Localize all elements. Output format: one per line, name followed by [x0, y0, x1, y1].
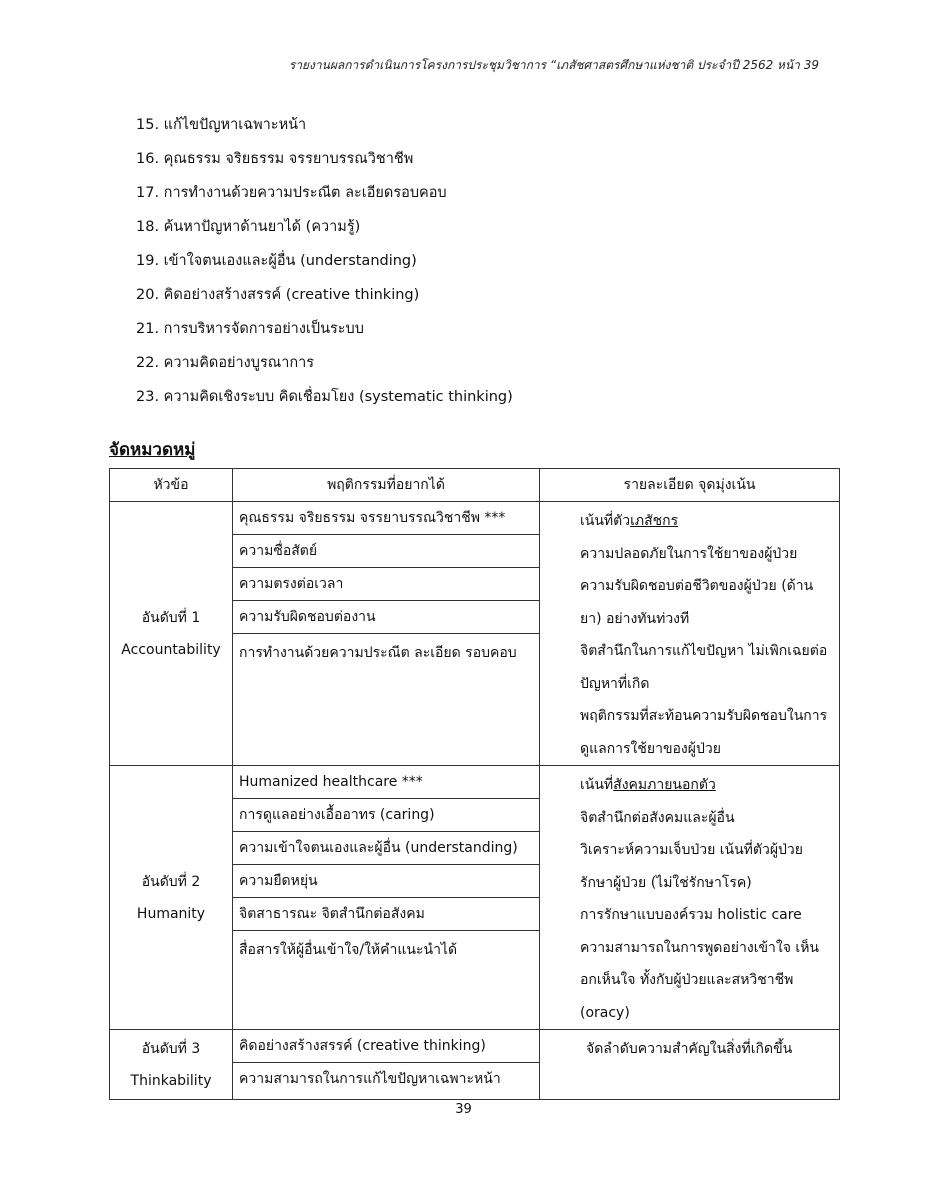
behavior-item: การทำงานด้วยความประณีต ละเอียด รอบคอบ	[239, 645, 517, 661]
detail-item: ความปลอดภัยในการใช้ยาของผู้ป่วย	[580, 545, 798, 562]
category-cell	[110, 766, 233, 1030]
table-row	[110, 1030, 840, 1100]
list-item: 18. ค้นหาปัญหาด้านยาได้ (ความรู้)	[136, 219, 361, 235]
behavior-item: ความยืดหยุ่น	[233, 865, 539, 898]
column-header-topic: หัวข้อ	[110, 469, 233, 502]
focus-underlined: สังคมภายนอกตัว	[613, 777, 716, 793]
rank-label: อันดับที่ 3	[141, 1040, 201, 1057]
rank-label: อันดับที่ 2	[141, 873, 201, 890]
page-number: 39	[455, 1102, 472, 1117]
focus-cell	[540, 1030, 840, 1100]
rank-label: อันดับที่ 1	[141, 609, 201, 626]
behavior-cell	[233, 502, 540, 766]
detail-item: จัดลำดับความสำคัญในสิ่งที่เกิดขึ้น	[586, 1041, 793, 1057]
behavior-item: คิดอย่างสร้างสรรค์ (creative thinking)	[233, 1030, 539, 1063]
numbered-list	[136, 114, 513, 420]
behavior-cell	[233, 1030, 540, 1100]
column-header-behavior: พฤติกรรมที่อยากได้	[233, 469, 540, 502]
table-row	[110, 502, 840, 766]
category-label: Humanity	[136, 905, 206, 922]
behavior-item: การดูแลอย่างเอื้ออาทร (caring)	[233, 799, 539, 832]
detail-item: วิเคราะห์ความเจ็บป่วย เน้นที่ตัวผู้ป่วย	[580, 842, 803, 858]
category-label: Accountability	[121, 641, 221, 658]
behavior-item: ความสามารถในการแก้ไขปัญหาเฉพาะหน้า	[239, 1071, 501, 1087]
detail-item: จิตสำนึกในการแก้ไขปัญหา ไม่เพิกเฉยต่อปัญหาที่เกิด	[580, 643, 828, 692]
list-item: 21. การบริหารจัดการอย่างเป็นระบบ	[136, 321, 364, 337]
category-cell	[110, 1030, 233, 1100]
behavior-item: ความรับผิดชอบต่องาน	[233, 601, 539, 634]
behavior-item: ความซื่อสัตย์	[233, 535, 539, 568]
detail-item: จิตสำนึกต่อสังคมและผู้อื่น	[580, 809, 735, 826]
list-item: 22. ความคิดอย่างบูรณาการ	[136, 355, 315, 371]
focus-cell	[540, 502, 840, 766]
column-header-focus: รายละเอียด จุดมุ่งเน้น	[540, 469, 840, 502]
focus-line: เน้นที่สังคมภายนอกตัว	[580, 777, 716, 793]
detail-item: พฤติกรรมที่สะท้อนความรับผิดชอบในการดูแลการใช้ยาของผู้ป่วย	[580, 708, 828, 757]
behavior-cell	[233, 766, 540, 1030]
detail-item: ความสามารถในการพูดอย่างเข้าใจ เห็นอกเห็นใจ ทั้งกับผู้ป่วยและสหวิชาชีพ (oracy)	[580, 939, 819, 1021]
focus-line: เน้นที่ตัวเภสัชกร	[580, 513, 679, 529]
behavior-item: คุณธรรม จริยธรรม จรรยาบรรณวิชาชีพ ***	[233, 502, 539, 535]
category-table	[109, 468, 840, 1100]
detail-item: ความรับผิดชอบต่อชีวิตของผู้ป่วย (ด้านยา) อย่างทันท่วงที	[580, 578, 814, 627]
list-item: 16. คุณธรรม จริยธรรม จรรยาบรรณวิชาชีพ	[136, 151, 414, 167]
list-item: 23. ความคิดเชิงระบบ คิดเชื่อมโยง (systematic thinking)	[136, 389, 513, 405]
behavior-item: สื่อสารให้ผู้อื่นเข้าใจ/ให้คำแนะนำได้	[239, 942, 458, 958]
behavior-item: จิตสาธารณะ จิตสำนึกต่อสังคม	[233, 898, 539, 931]
category-label: Thinkability	[130, 1072, 212, 1089]
page-header: รายงานผลการดำเนินการโครงการประชุมวิชาการ “เภสัชศาสตรศึกษาแห่งชาติ ประจำปี 2562 หน้า 39	[288, 58, 819, 72]
detail-item: การรักษาแบบองค์รวม holistic care	[580, 907, 802, 923]
behavior-item: Humanized healthcare ***	[233, 766, 539, 799]
focus-cell	[540, 766, 840, 1030]
category-cell	[110, 502, 233, 766]
list-item: 20. คิดอย่างสร้างสรรค์ (creative thinking)	[136, 287, 420, 303]
section-title: จัดหมวดหมู่	[109, 440, 196, 460]
list-item: 17. การทำงานด้วยความประณีต ละเอียดรอบคอบ	[136, 185, 447, 201]
focus-underlined: เภสัชกร	[630, 513, 679, 529]
detail-item: รักษาผู้ป่วย (ไม่ใช่รักษาโรค)	[580, 874, 752, 891]
behavior-item: ความเข้าใจตนเองและผู้อื่น (understanding)	[233, 832, 539, 865]
list-item: 19. เข้าใจตนเองและผู้อื่น (understanding)	[136, 253, 417, 269]
list-item: 15. แก้ไขปัญหาเฉพาะหน้า	[136, 117, 307, 133]
table-header-row	[110, 469, 840, 502]
table-row	[110, 766, 840, 1030]
behavior-item: ความตรงต่อเวลา	[233, 568, 539, 601]
